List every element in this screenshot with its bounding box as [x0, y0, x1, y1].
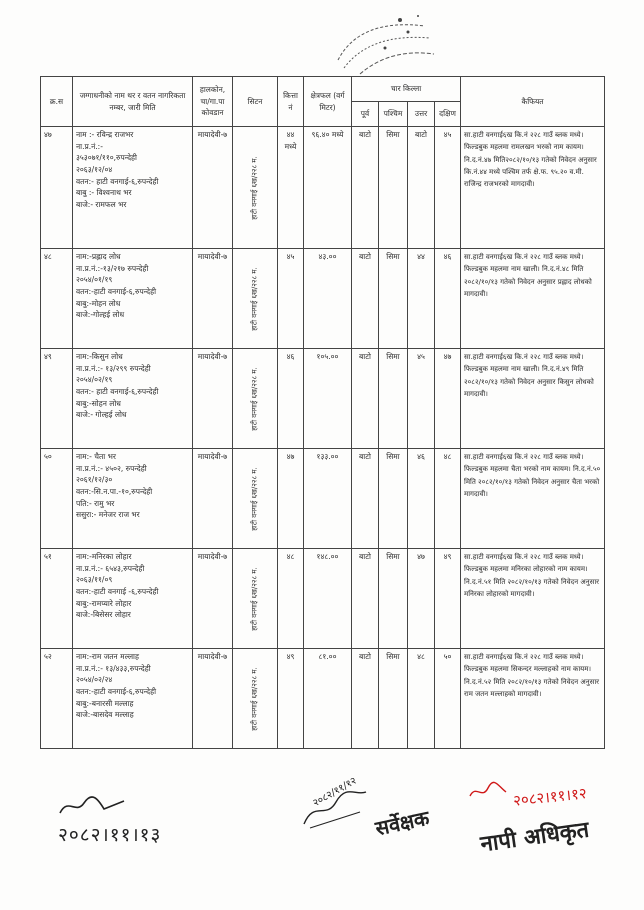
header-boundary: चार किल्ला — [352, 77, 461, 102]
owner-line: नाम:-प्रह्लाद लोध — [76, 252, 121, 261]
table-row — [41, 449, 605, 549]
cell-sn: ५१ — [41, 549, 73, 649]
cell-owner — [73, 249, 193, 349]
cell-sheet — [233, 549, 278, 649]
cell-west: सिमा — [379, 349, 408, 449]
cell-area: १३३.०० — [304, 449, 352, 549]
owner-line: ना.प्र.नं.:-१३/२१७ रुपन्देही — [76, 263, 149, 273]
owner-line: पति:- रामु भर — [76, 498, 115, 508]
owner-line: ना.प्र.नं.:- १३/४३३,रुपन्देही — [76, 663, 151, 673]
cell-municipality: मायादेवी-७ — [193, 549, 233, 649]
owner-line: बाजे:-बासदेव मल्लाह — [76, 710, 134, 720]
owner-line: नाम:-मनिरका लोहार — [76, 552, 132, 561]
owner-line: ना.प्र.नं.:- ६५४३,रुपन्देही — [76, 563, 145, 573]
cell-east: बाटो — [352, 549, 379, 649]
owner-line: बाबु:-सोहन लोध — [76, 398, 121, 408]
office-stamp — [330, 8, 440, 78]
cell-remarks: सा.हाटी वनगाई६ख कि.नं २२८ गाउँ ब्लक मध्ये। फिल्डबुक महलमा रामलखन भरको नाम कायम। नि.द.नं.४७ मिति२०८२/१०/१३ गतेको निवेदन अनुसार कि.नं.४४ मध्ये पश्चिम तर्फ क्षे.फ. ९५.२० व.मी. राजिन्द्र राजभरको मागदावी। — [461, 127, 605, 249]
sheet-label: हाटी वनगाई ६ख/२२८ म. — [250, 466, 259, 531]
sheet-label: हाटी वनगाई ६ख/२२८ म. — [250, 155, 259, 220]
cell-sheet — [233, 649, 278, 749]
table-row — [41, 249, 605, 349]
owner-line: २०५४/०२/१९ — [76, 375, 113, 385]
cell-municipality: मायादेवी-७ — [193, 649, 233, 749]
owner-line: नाम:- चैता भर — [76, 452, 116, 461]
cell-west: सिमा — [379, 449, 408, 549]
owner-line: वतन:-हाटी वनगाई -६,रुपन्देही — [76, 586, 159, 596]
owner-line: वतन:-हाटी वनगाई-६,रुपन्देही — [76, 286, 157, 296]
owner-line: ना.प्र.नं.:- १३/२९९ रुपन्देही — [76, 363, 151, 373]
cell-east: बाटो — [352, 649, 379, 749]
cell-kitta: ४५ — [278, 249, 304, 349]
cell-sn: ४७ — [41, 127, 73, 249]
signature-mid-title: सर्वेक्षक — [373, 805, 432, 841]
table-row — [41, 349, 605, 449]
signature-left-date: २०८२।११।१३ — [58, 824, 162, 846]
owner-line: नाम :- रविन्द्र राजभर — [76, 130, 134, 139]
cell-east: बाटो — [352, 449, 379, 549]
cell-remarks: सा.हाटी वनगाई६ख कि.नं २२८ गाउँ ब्लक मध्ये। फिल्डबुक महलमा नाम खाली। नि.द.नं.४८ मिति २०८२/१०/१३ गतेको निवेदन अनुसार प्रह्लाद लोधको मागदावी। — [461, 249, 605, 349]
owner-line: २०५४/०२/२४ — [76, 675, 113, 685]
cell-owner — [73, 449, 193, 549]
owner-line: २०५४/०१/१९ — [76, 275, 113, 285]
table-header-row — [41, 77, 605, 102]
cell-kitta: ४६ — [278, 349, 304, 449]
land-register-table — [40, 76, 605, 749]
sheet-label: हाटी वनगाई ६ख/२२८ म. — [250, 266, 259, 331]
cell-north: ४४ — [408, 249, 435, 349]
cell-south: ४८ — [435, 449, 461, 549]
signature-right-date: २०८२।११।१२ — [512, 784, 588, 810]
header-sheet: सिटन — [233, 77, 278, 127]
header-municipality: हालकोन, चा/गा.पा कोवडान — [193, 77, 233, 127]
owner-line: ना.प्र.नं.:- — [76, 141, 103, 151]
cell-owner — [73, 127, 193, 249]
cell-sn: ५२ — [41, 649, 73, 749]
cell-sn: ४९ — [41, 349, 73, 449]
cell-remarks: सा.हाटी वनगाई६ख कि.नं २२८ गाउँ ब्लक मध्ये। फिल्डबुक महलमा चैता भरको नाम कायम। नि.द.नं.५० मिति २०८२/१०/१३ गतेको निवेदन अनुसार चैता भरको मागदावी। — [461, 449, 605, 549]
signature-right-title: नापी अधिकृत — [478, 816, 591, 858]
cell-north: बाटो — [408, 127, 435, 249]
cell-remarks: सा.हाटी वनगाई६ख कि.नं २२८ गाउँ ब्लक मध्ये। फिल्डबुक महलमा नाम खाली। नि.द.नं.४९ मिति २०८२/१०/१३ गतेको निवेदन अनुसार किसुन लोधको मागदावी। — [461, 349, 605, 449]
header-east: पूर्व — [352, 102, 379, 127]
cell-north: ४५ — [408, 349, 435, 449]
cell-east: बाटो — [352, 349, 379, 449]
header-south: दक्षिण — [435, 102, 461, 127]
cell-sheet — [233, 127, 278, 249]
cell-north: ४७ — [408, 549, 435, 649]
owner-line: बाजे:-बिसेसर लोहार — [76, 610, 131, 620]
owner-line: नाम:-किसुन लोध — [76, 352, 123, 361]
header-west: पश्चिम — [379, 102, 408, 127]
cell-area: १४८.०० — [304, 549, 352, 649]
cell-east: बाटो — [352, 249, 379, 349]
signature-scribble — [58, 795, 128, 817]
cell-municipality: मायादेवी-७ — [193, 249, 233, 349]
cell-kitta: ४९ — [278, 649, 304, 749]
signature-survey-officer — [468, 780, 644, 858]
sheet-label: हाटी वनगाई ६ख/२२८ म. — [250, 366, 259, 431]
owner-line: ना.प्र.नं.:- ४५०२, रुपन्देही — [76, 463, 147, 473]
cell-remarks: सा.हाटी वनगाई६ख कि.नं २२८ गाउँ ब्लक मध्ये। फिल्डबुक महलमा मनिरका लोहारको नाम कायम। नि.द.नं.५१ मिति २०८२/१०/१३ गतेको निवेदन अनुसार मनिरका लोहारको मागदावी। — [461, 549, 605, 649]
cell-sn: ५० — [41, 449, 73, 549]
signature-mid-date: २०८२/११/१२ — [311, 775, 359, 810]
cell-south: ४६ — [435, 249, 461, 349]
owner-line: ३५३०७१/११०,रुपन्देही — [76, 153, 137, 163]
owner-line: बाजे:- रामफल भर — [76, 199, 127, 209]
cell-north: ४६ — [408, 449, 435, 549]
cell-owner — [73, 549, 193, 649]
cell-kitta: ४४ मध्ये — [278, 127, 304, 249]
owner-line: २०६१/१२/३० — [76, 475, 113, 485]
owner-line: बाजे:-गोल्हई लोध — [76, 310, 125, 320]
owner-line: वतन:-हाटी वनगाई-६,रुपन्देही — [76, 686, 157, 696]
cell-municipality: मायादेवी-७ — [193, 127, 233, 249]
cell-south: ४५ — [435, 127, 461, 249]
signature-surveyor — [300, 775, 432, 841]
owner-line: २०६३/१२/०४ — [76, 164, 113, 174]
owner-line: बाजे:- गोल्हई लोध — [76, 410, 127, 420]
owner-line: ससुरा:- मनेजर राज भर — [76, 510, 140, 520]
table-row — [41, 649, 605, 749]
cell-kitta: ४८ — [278, 549, 304, 649]
signature-left — [58, 795, 161, 847]
cell-sheet — [233, 349, 278, 449]
owner-line: बाबु:-बनारसी मल्लाह — [76, 698, 134, 708]
owner-line: बाबु:-मोहन लोध — [76, 298, 121, 308]
cell-municipality: मायादेवी-७ — [193, 349, 233, 449]
cell-west: सिमा — [379, 249, 408, 349]
cell-remarks: सा.हाटी वनगाई६ख कि.नं २२८ गाउँ ब्लक मध्ये। फिल्डबुक महलमा सिकन्दर मल्लाहको नाम कायम। नि.द.नं.५२ मिति २०८२/१०/१३ गतेको निवेदन अनुसार राम जतन मल्लाहको मागदावी। — [461, 649, 605, 749]
header-north: उत्तर — [408, 102, 435, 127]
owner-line: नाम:-राम जतन मल्लाह — [76, 652, 139, 661]
header-remarks: कैफियत — [461, 77, 605, 127]
cell-sn: ४८ — [41, 249, 73, 349]
cell-municipality: मायादेवी-७ — [193, 449, 233, 549]
header-owner: जग्गाधनीको नाम थर र वतन नागरिकता नम्बर, जारी मिति — [73, 77, 193, 127]
cell-east: बाटो — [352, 127, 379, 249]
table-row — [41, 549, 605, 649]
cell-west: सिमा — [379, 649, 408, 749]
signature-scribble — [468, 780, 508, 802]
cell-area: ४३.०० — [304, 249, 352, 349]
sheet-label: हाटी वनगाई ६ख/२२८ म. — [250, 566, 259, 631]
header-area: क्षेत्रफल (वर्ग मिटर) — [304, 77, 352, 127]
cell-south: ४९ — [435, 549, 461, 649]
cell-owner — [73, 649, 193, 749]
header-sn: क्र.स — [41, 77, 73, 127]
cell-owner — [73, 349, 193, 449]
cell-south: ५० — [435, 649, 461, 749]
table-row — [41, 127, 605, 249]
cell-west: सिमा — [379, 549, 408, 649]
cell-sheet — [233, 449, 278, 549]
header-kitta: कित्ता नं — [278, 77, 304, 127]
owner-line: बाबु :- विश्वनाथ भर — [76, 188, 132, 198]
owner-line: वतन:- हाटी वनगाई-६,रुपन्देही — [76, 176, 159, 186]
cell-kitta: ४७ — [278, 449, 304, 549]
cell-west: सिमा — [379, 127, 408, 249]
cell-south: ४७ — [435, 349, 461, 449]
cell-area: ९६.४० मध्ये — [304, 127, 352, 249]
cell-sheet — [233, 249, 278, 349]
owner-line: वतन:-सि.न.पा.-१०,रुपन्देही — [76, 486, 153, 496]
cell-area: १०५.०० — [304, 349, 352, 449]
sheet-label: हाटी वनगाई ६ख/२२८ म. — [250, 666, 259, 731]
cell-north: ४८ — [408, 649, 435, 749]
owner-line: २०६३/११/०९ — [76, 575, 113, 585]
owner-line: बाबु:-रामप्यारे लोहार — [76, 598, 132, 608]
cell-area: ८१.०० — [304, 649, 352, 749]
owner-line: वतन:- हाटी वनगाई-६,रुपन्देही — [76, 386, 159, 396]
